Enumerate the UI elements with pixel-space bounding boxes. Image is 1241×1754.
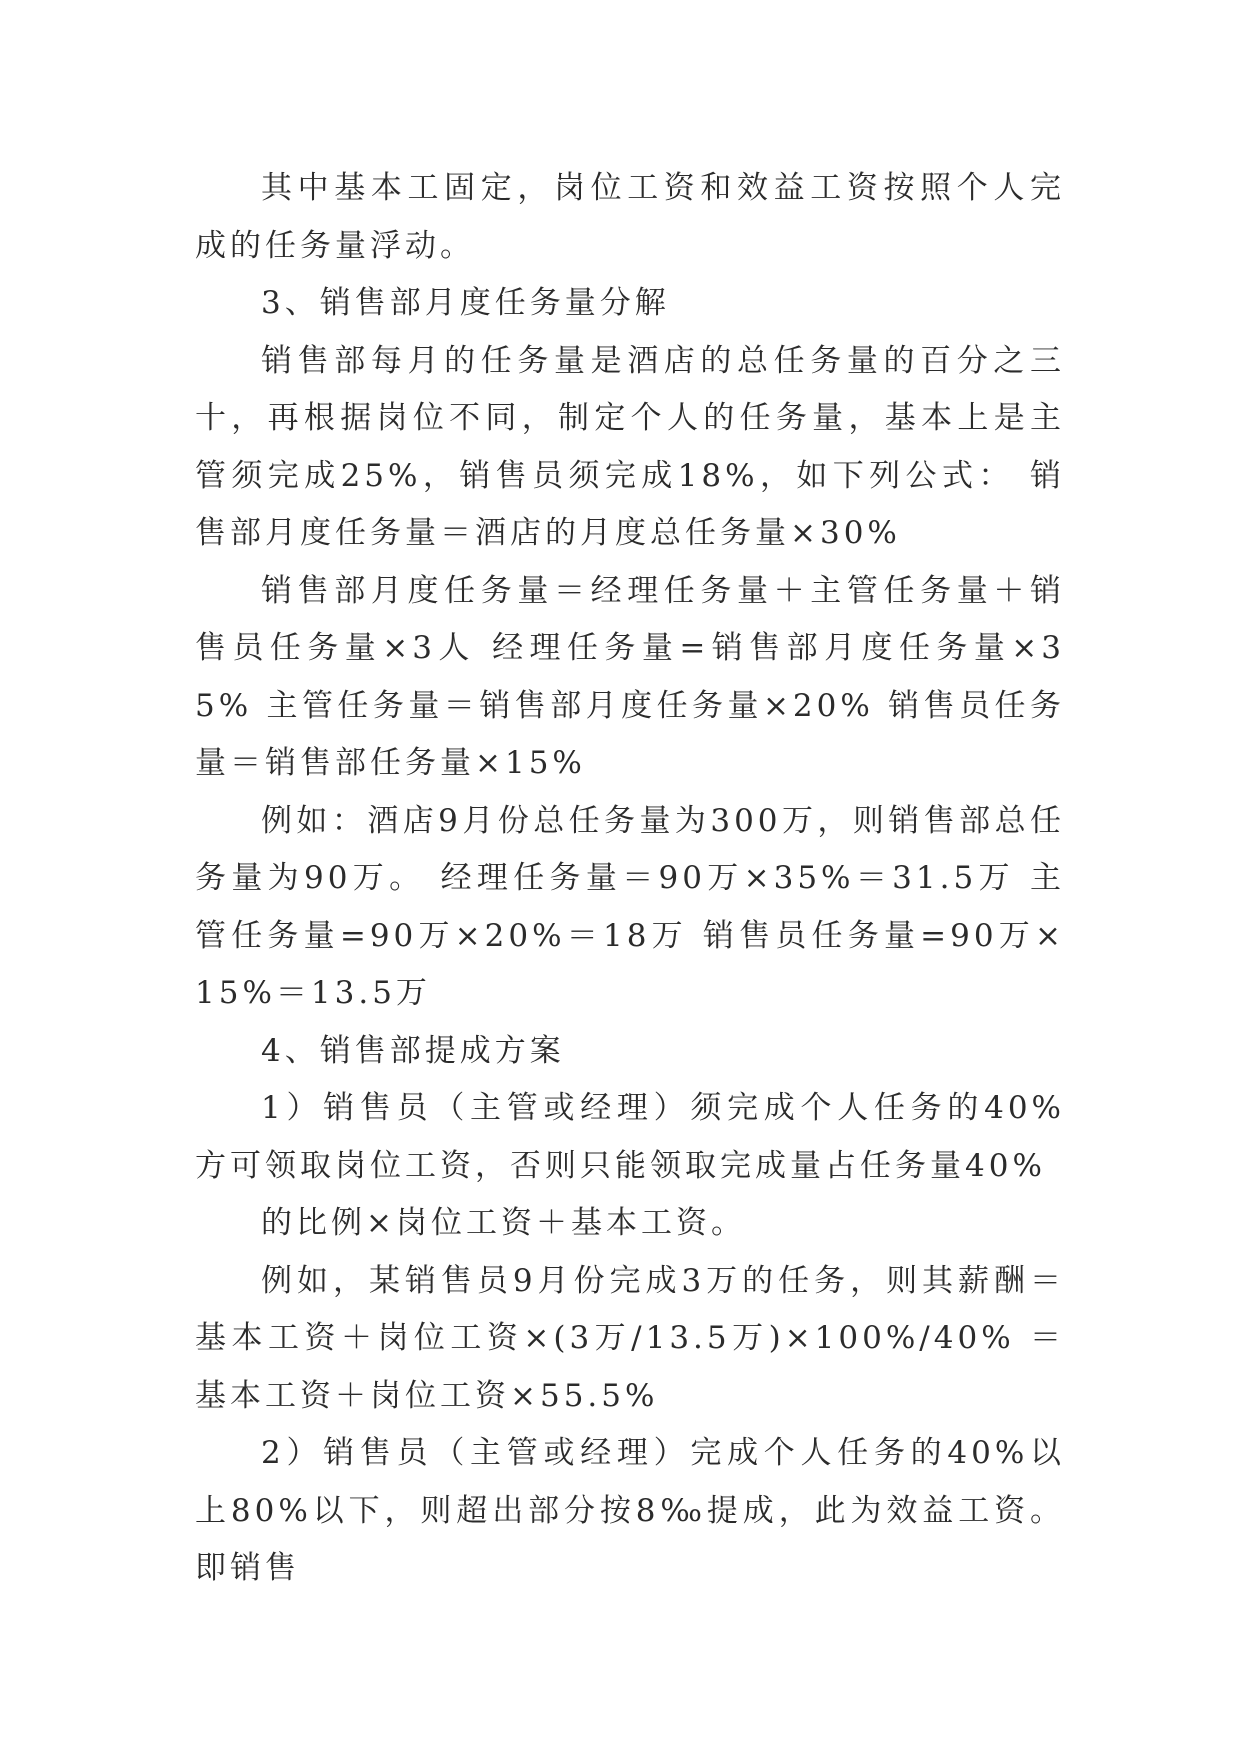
document-body: [195, 160, 1065, 1598]
paragraph: 例如，某销售员9月份完成3万的任务，则其薪酬＝基本工资＋岗位工资×(3万/13.5万)×100%/40% ＝基本工资＋岗位工资×55.5%: [195, 1262, 1065, 1414]
section-heading: 3、销售部月度任务量分解: [261, 285, 670, 321]
paragraph: 销售部月度任务量＝经理任务量＋主管任务量＋销售员任务量×3人 经理任务量=销售部月度任务量×35% 主管任务量＝销售部月度任务量×20% 销售员任务量＝销售部任务量×15%: [195, 572, 1065, 781]
paragraph: 2）销售员（主管或经理）完成个人任务的40%以上80%以下，则超出部分按8‰提成，此为效益工资。即销售: [195, 1435, 1065, 1586]
paragraph: 例如：酒店9月份总任务量为300万，则销售部总任务量为90万。 经理任务量＝90万×35%＝31.5万 主管任务量=90万×20%＝18万 销售员任务量=90万×15%＝13.5万: [195, 802, 1065, 1011]
paragraph: 的比例×岗位工资＋基本工资。: [261, 1205, 746, 1241]
section-heading: 4、销售部提成方案: [261, 1032, 565, 1069]
paragraph: 1）销售员（主管或经理）须完成个人任务的40%方可领取岗位工资，否则只能领取完成量占任务量40%: [195, 1090, 1065, 1184]
paragraph: 其中基本工固定，岗位工资和效益工资按照个人完成的任务量浮动。: [195, 170, 1065, 264]
paragraph: 销售部每月的任务量是酒店的总任务量的百分之三十，再根据岗位不同，制定个人的任务量，基本上是主管须完成25%，销售员须完成18%，如下列公式： 销售部月度任务量＝酒店的月度总任务量×30%: [195, 342, 1065, 551]
